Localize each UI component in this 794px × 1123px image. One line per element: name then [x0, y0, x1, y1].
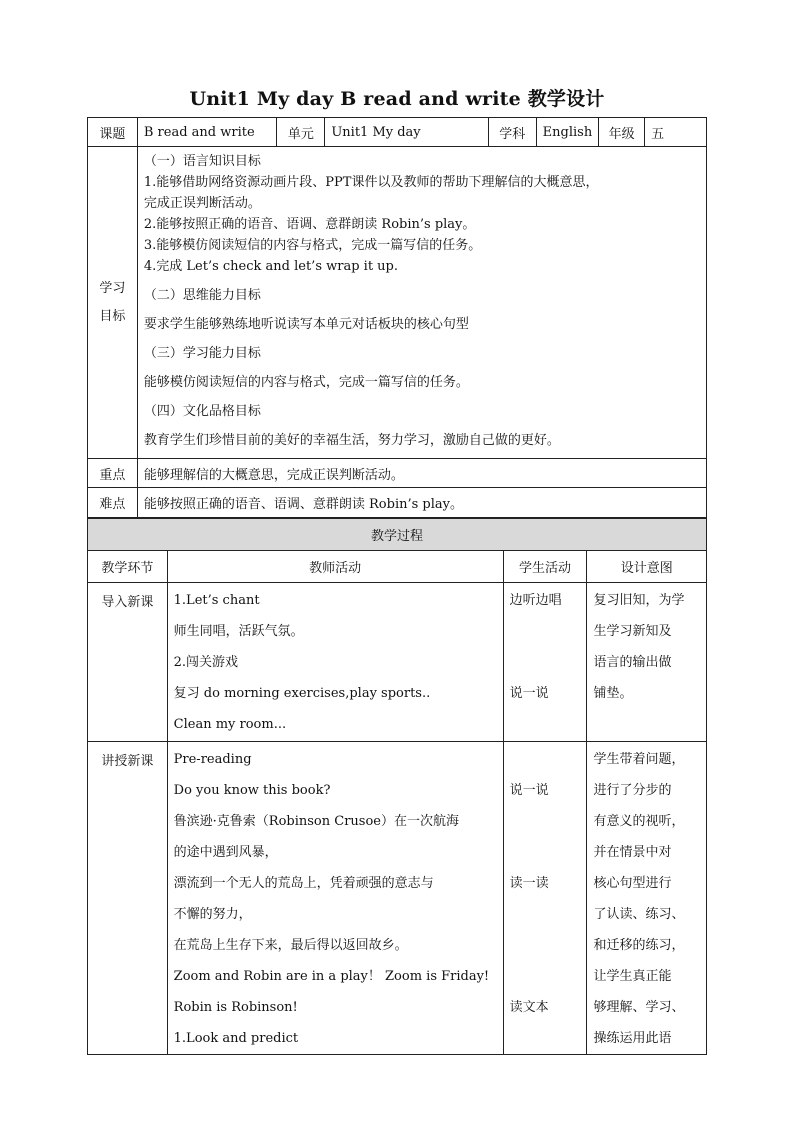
- student-activity-line: [510, 961, 581, 992]
- teaching-process-table: [87, 518, 707, 1055]
- objective-heading: （三）学习能力目标: [143, 346, 261, 361]
- difficulty-row: [88, 488, 707, 518]
- teacher-activity-line: 的途中遇到风暴，: [173, 845, 278, 860]
- table-row: [88, 583, 707, 742]
- teacher-activity-cell: [167, 583, 503, 742]
- column-header-stage: 教学环节: [88, 551, 168, 583]
- teacher-activity-line: 1.Look and predict: [173, 1031, 299, 1046]
- objectives-row: [88, 147, 707, 459]
- objectives-label-line1: 学习: [99, 280, 126, 296]
- teacher-activity-line: 漂流到一个无人的荒岛上，凭着顽强的意志与: [173, 876, 434, 891]
- objective-line: 1.能够借助网络资源动画片段、PPT课件以及教师的帮助下理解信的大概意思，: [143, 175, 599, 190]
- key-point-label: 重点: [88, 459, 138, 488]
- teacher-activity-cell: [167, 742, 503, 1055]
- design-intent-line: 有意义的视听，: [593, 814, 685, 829]
- subject-value: English: [536, 118, 599, 147]
- design-intent-line: 进行了分步的: [593, 783, 672, 798]
- student-activity-line: 读文本: [509, 1000, 549, 1015]
- teacher-activity-line: 在荒岛上生存下来，最后得以返回故乡。: [173, 938, 408, 953]
- objectives-label: [88, 147, 138, 459]
- objective-line: 要求学生能够熟练地听说读写本单元对话板块的核心句型: [143, 317, 469, 332]
- design-intent-line: 操练运用此语: [593, 1031, 672, 1046]
- teacher-activity-line: 师生同唱，活跃气氛。: [173, 624, 304, 639]
- document-title: Unit1 My day B read and write 教学设计: [189, 88, 605, 110]
- design-intent-line: 够理解、学习、: [593, 1000, 685, 1015]
- design-intent-line: 生学习新知及: [593, 624, 672, 639]
- student-activity-line: [510, 1023, 581, 1054]
- unit-label: 单元: [277, 118, 325, 147]
- objective-line: 3.能够模仿阅读短信的内容与格式，完成一篇写信的任务。: [143, 238, 482, 253]
- design-intent-line: 学生带着问题，: [593, 752, 685, 767]
- student-activity-line: 边听边唱: [509, 593, 562, 608]
- objective-heading: （一）语言知识目标: [143, 154, 261, 169]
- student-activity-line: [510, 744, 581, 775]
- key-point-row: [88, 459, 707, 488]
- teacher-activity-line: Zoom and Robin are in a play！ Zoom is Friday!: [173, 969, 490, 984]
- student-activity-line: [510, 899, 581, 930]
- objective-line: 完成正误判断活动。: [143, 196, 261, 211]
- teacher-activity-line: 2.闯关游戏: [173, 655, 239, 670]
- design-intent-line: 和迁移的练习，: [593, 938, 685, 953]
- stage-cell: 导入新课: [88, 583, 168, 742]
- design-intent-cell: [587, 583, 707, 742]
- objective-line: 2.能够按照正确的语音、语调、意群朗读 Robin’s play。: [143, 217, 476, 232]
- topic-value: B read and write: [137, 118, 277, 147]
- course-info-table: [87, 117, 707, 518]
- teacher-activity-line: 鲁滨逊·克鲁索（Robinson Crusoe）在一次航海: [173, 814, 459, 829]
- student-activity-line: [510, 709, 581, 740]
- table-row: [88, 742, 707, 1055]
- header-row: [88, 118, 707, 147]
- objectives-content: [137, 147, 706, 459]
- design-intent-line: 复习旧知，为学: [593, 593, 685, 608]
- objective-heading: （四）文化品格目标: [143, 404, 261, 419]
- column-header-teacher: 教师活动: [167, 551, 503, 583]
- difficulty-value: 能够按照正确的语音、语调、意群朗读 Robin’s play。: [137, 488, 706, 518]
- difficulty-label: 难点: [88, 488, 138, 518]
- design-intent-line: 并在情景中对: [593, 845, 672, 860]
- student-activity-line: [510, 806, 581, 837]
- design-intent-cell: [587, 742, 707, 1055]
- design-intent-line: 铺垫。: [593, 686, 633, 701]
- objective-heading: （二）思维能力目标: [143, 288, 261, 303]
- process-title: 教学过程: [88, 519, 707, 551]
- design-intent-line: 核心句型进行: [593, 876, 672, 891]
- student-activity-line: [510, 930, 581, 961]
- teacher-activity-line: 1.Let’s chant: [173, 593, 260, 608]
- student-activity-line: [510, 837, 581, 868]
- stage-cell: 讲授新课: [88, 742, 168, 1055]
- column-header-intent: 设计意图: [587, 551, 707, 583]
- student-activity-cell: [503, 583, 587, 742]
- student-activity-line: 读一读: [509, 876, 549, 891]
- process-header-row: [88, 551, 707, 583]
- topic-label: 课题: [88, 118, 138, 147]
- teacher-activity-line: Robin is Robinson!: [173, 1000, 298, 1015]
- subject-label: 学科: [488, 118, 536, 147]
- teacher-activity-line: Pre-reading: [173, 752, 252, 767]
- teacher-activity-line: 复习 do morning exercises,play sports..: [173, 686, 431, 701]
- teacher-activity-line: Clean my room...: [173, 717, 287, 732]
- grade-label: 年级: [599, 118, 645, 147]
- design-intent-line: 让学生真正能: [593, 969, 672, 984]
- objective-line: 4.完成 Let’s check and let’s wrap it up.: [143, 259, 399, 274]
- objectives-label-line2: 目标: [99, 308, 126, 324]
- student-activity-cell: [503, 742, 587, 1055]
- key-point-value: 能够理解信的大概意思，完成正误判断活动。: [137, 459, 706, 488]
- teacher-activity-line: Do you know this book?: [173, 783, 331, 798]
- student-activity-line: 说一说: [509, 686, 549, 701]
- unit-value: Unit1 My day: [325, 118, 488, 147]
- column-header-student: 学生活动: [503, 551, 587, 583]
- student-activity-line: [510, 647, 581, 678]
- design-intent-line: 了认读、练习、: [593, 907, 685, 922]
- objective-line: 能够模仿阅读短信的内容与格式，完成一篇写信的任务。: [143, 375, 469, 390]
- student-activity-line: [510, 616, 581, 647]
- design-intent-line: 语言的输出做: [593, 655, 672, 670]
- teacher-activity-line: 不懈的努力，: [173, 907, 252, 922]
- student-activity-line: 说一说: [509, 783, 549, 798]
- process-title-row: [88, 519, 707, 551]
- grade-value: 五: [645, 118, 707, 147]
- objective-line: 教育学生们珍惜目前的美好的幸福生活，努力学习，激励自己做的更好。: [143, 433, 560, 448]
